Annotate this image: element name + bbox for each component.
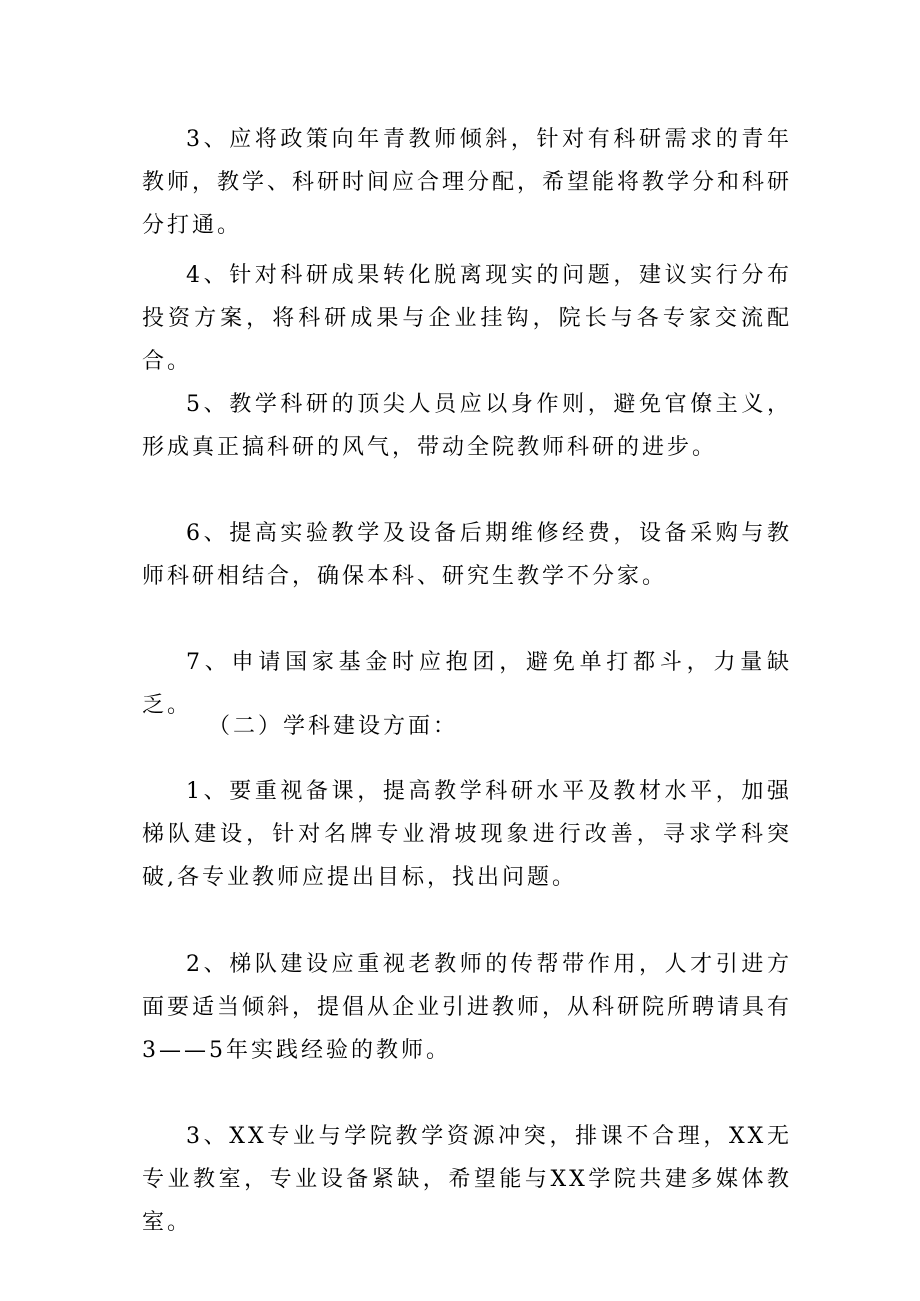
paragraph-item-3: 3、应将政策向年青教师倾斜，针对有科研需求的青年教师，教学、科研时间应合理分配，希望能将教学分和科研分打通。 [142,127,793,238]
paragraph-item-4: 4、针对科研成果转化脱离现实的问题，建议实行分布投资方案，将科研成果与企业挂钩，院长与各专家交流配合。 [142,263,792,374]
paragraph-discipline-3: 3、XX专业与学院教学资源冲突，排课不合理，XX无专业教室，专业设备紧缺，希望能与XX学院共建多媒体教室。 [142,1124,792,1235]
paragraph-discipline-1: 1、要重视备课，提高教学科研水平及教材水平，加强梯队建设，针对名牌专业滑坡现象进行改善，寻求学科突破,各专业教师应提出目标，找出问题。 [142,779,792,890]
paragraph-discipline-2: 2、梯队建设应重视老教师的传帮带作用，人才引进方面要适当倾斜，提倡从企业引进教师，从科研院所聘请具有3——5年实践经验的教师。 [142,952,793,1063]
paragraph-item-7: 7、申请国家基金时应抱团，避免单打都斗，力量缺乏。 [142,650,792,718]
paragraph-item-5: 5、教学科研的顶尖人员应以身作则，避免官僚主义，形成真正搞科研的风气，带动全院教师科研的进步。 [142,392,792,460]
paragraph-item-6: 6、提高实验教学及设备后期维修经费，设备采购与教师科研相结合，确保本科、研究生教学不分家。 [142,521,792,589]
section-heading-discipline: （二）学科建设方面： [208,714,459,739]
